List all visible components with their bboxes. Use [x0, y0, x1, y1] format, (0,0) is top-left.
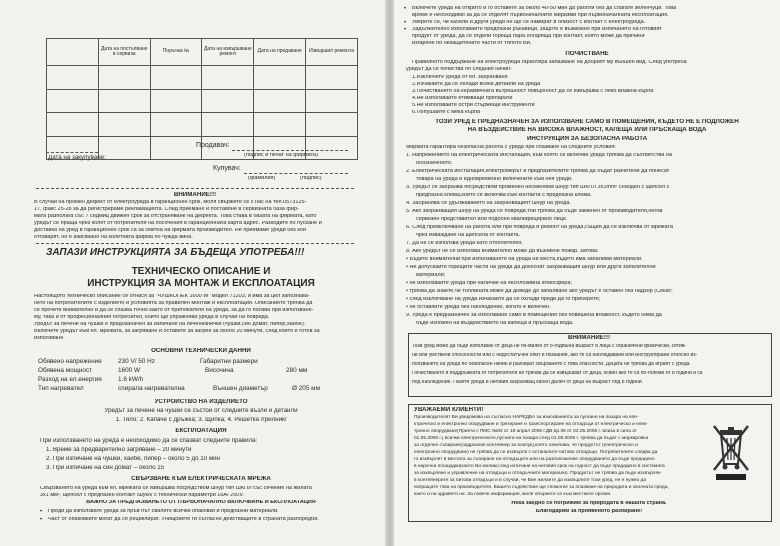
- cleaning-line: 5.Не използвайте остри стържещи инструменти: [412, 103, 535, 108]
- cleaning-line: 2.Изчакайте да се охлади всеки детайли на уреда: [412, 82, 541, 87]
- spec-label: Обявена мощност: [38, 367, 93, 374]
- intro-line: Включете уредът към ел. мрежата, за загряване и оставете за загрее за около 20 минути, след които е готов за: [34, 329, 320, 334]
- spec-value: 1600 W: [118, 367, 141, 374]
- keep-instruction-note: ЗАПАЗИ ИНСТРУКЦИЯТА ЗА БЪДЕЩА УПОТРЕБА!!!: [46, 248, 305, 258]
- dear-clients-line: в нарочна площадки(които Ви молим,след изтичане на неговия срок на годност да бъде предадено в системата: [414, 464, 665, 469]
- safety-line: 8. Ако уредът не се използва внимателно може да възникне пожар, затова:: [406, 249, 599, 254]
- main-title: ТЕХНИЧЕСКО ОПИСАНИЕ И: [131, 267, 271, 277]
- attention-line: ползването на уреда по безопасен начин и разбират свързаните с това опасности. Децата не трябва да играят с уреда.: [412, 362, 691, 367]
- safety-line: товара на уреда и едновременно включените към нея уреди.: [416, 177, 573, 182]
- intro-line: Настоящото техническо описание се отнася за "ЧУШКОПЕК 1600 W" модел 71203, и има за цел запознава-: [34, 294, 310, 299]
- safety-line: сервизен представител или подобно квалифицирано лице.: [416, 217, 568, 222]
- cut-line: [36, 243, 354, 244]
- table-header-blank: [47, 39, 99, 66]
- table-header: Извършил ремонта: [306, 39, 358, 66]
- safety-line: предпазна клема,който се включва към контакта с предпазна клема.: [416, 193, 592, 198]
- safety-line: 9. Уреда е предназначен за използване само в помещения без повишена влажност, където няма да: [406, 313, 662, 318]
- safety-line: • след изключване на уреда изчакайте да се охлади преди да го приберете;: [406, 297, 601, 302]
- intro-line: му, така и от професионалния потребител, който ще упражнява уреда в случай на повреда.: [34, 315, 270, 320]
- device-line: Уредът за печене на чушки се състои от следните възли и детайли: [104, 408, 298, 414]
- safety-line: • трябва да знаете,че топлината може да доведе до запалване ако уредът е оставен без надзор (Секат;: [406, 289, 673, 294]
- safety-line: материали;: [416, 273, 446, 278]
- safety-line: чрез изваждане на щепсела от контакта.: [416, 233, 521, 238]
- safety-line: 7. Да не се използва уреда като отоплителен.: [406, 241, 523, 246]
- attention-line: ни или умствени способности или с недостатъчен опит и познания, ако те са наблюдавани или инструктирани относно из-: [412, 353, 698, 358]
- safety-line: 2. Електрическата инсталация,електромерът и предпазителите трябва да бъдат разчетени да понесат: [406, 169, 670, 174]
- attention-line: доставка на уред в гаранционен срок са за сметка на фирмата производител. Не приемаме уреди без кои: [34, 228, 306, 233]
- spec-label: Разход на ел.енергия: [38, 376, 102, 383]
- dear-clients-line: 01.05.2006 г.) всички електрическите,пуснати на пазара след 01.08.2006 г. трябва да бъдат с маркировка: [414, 436, 649, 441]
- left-page: [0, 0, 386, 546]
- table-header: Дата на извършване ремонт: [202, 39, 254, 66]
- seller-sign-label: (подпис и печат на фирмата): [244, 153, 318, 158]
- safety-line: обозначеното.: [416, 161, 453, 166]
- buyer-name-label: (фамилия): [248, 176, 276, 181]
- bottom-bullet: Преди да използвате уреда за пръв път свалете всички опаковки и предпазни материали.: [48, 509, 279, 514]
- spec-value: Ø 205 мм: [292, 385, 320, 392]
- top-bullet: продукт от уреда, да се отдели гореща пара обгаряща при контакт, която може да причини: [412, 34, 645, 39]
- table-header: Дата на предаване: [254, 39, 306, 66]
- bullet-icon: •: [40, 517, 43, 523]
- operation-title: ЕКСПЛОАТАЦИЯ: [175, 428, 227, 434]
- crossed-bin-icon: [710, 424, 752, 482]
- spec-value: спирала нагревателна: [118, 385, 185, 392]
- cut-line: [36, 188, 354, 189]
- cleaning-line: 1.Изключете уреда от ел. захранване: [412, 75, 508, 80]
- right-page: [394, 0, 780, 546]
- attention-line: Този уред може да бъде използван от деца не по-малко от 8-годишна възраст и лица с ограничени физически, сетив-: [412, 344, 687, 349]
- spec-value: 1.6 kW/h: [118, 376, 144, 383]
- date-bought-label: Дата на закупуване:: [48, 155, 106, 161]
- dear-clients-line: за отделно събиране(задраскан контейнер за боклук),която означава, че продуктът (електрическо и: [414, 443, 638, 448]
- device-title: УСТРОЙСТВО НА ИЗДЕЛИЕТО: [154, 399, 248, 405]
- safety-line: бъде изложен на въздействието на капеща и пръскаща вода.: [416, 321, 574, 326]
- dear-clients-line: за изхвърляне и управление на отпадъци и отпадъчните материали). Продуктът не трябва да бъде изхвърлян: [414, 471, 661, 476]
- safety-line: • не използвайте уреда при наличие на експлозивна атмосфера;: [406, 281, 572, 286]
- top-bullet: изгаряне по незащитените части от тялото Ви.: [412, 41, 532, 46]
- spec-value: 230 V/ 50 Hz: [118, 358, 155, 365]
- operation-line: 1. Време за предварително загряване – 20 минути: [46, 447, 192, 453]
- safety-intro: Фирмата гарантира безопасна работа с уреда при спазване на следните условия:: [406, 145, 616, 150]
- dear-clients-line: Производителят Ви уведомява на съгласно НАРЕДБА за изискванията за пускане на пазара на еле-: [414, 415, 639, 420]
- operation-line: 3. При изпичане на син домат – около 15: [46, 465, 165, 471]
- buyer-sign-label: (подпис): [300, 176, 322, 181]
- safety-line: 4. Забранява се удължаването на захранващият шнур на уреда.: [406, 201, 571, 206]
- top-bullet: Включете уреда на открито и го оставете за около 40-50 мин да работи без да слагате зеленчуци. Това: [412, 6, 677, 11]
- dear-clients-line: тронно оборудване(Приета с ПМС №82 от 19 април 2006 г.ДВ,бр.36 от 02.05.2006 г. влиза в сила от: [414, 429, 637, 434]
- connection-line: ВАЖНО ЗА ПРЕДПАЗВАНЕТО ОТ ПЪРВОНАЧАЛНО ВКЛЮЧВАНЕ И ЕКСПЛОАТАЦИЯ: [86, 500, 316, 505]
- buyer-label: Купувач:: [213, 165, 241, 172]
- buyer-line: [244, 173, 348, 174]
- attention-line: отговарят, но е изисквано на колетната фирма по чужда вина.: [34, 235, 193, 240]
- spec-label: Височина: [205, 367, 234, 374]
- operation-line: 2. При изпичане на чушки, хайбе, пипер – около 5 до 10 мин: [46, 456, 220, 462]
- specs-title: ОСНОВНИ ТЕХНИЧЕСКИ ДАННИ: [151, 348, 251, 354]
- cleaning-title: ПОЧИСТВАНЕ: [565, 51, 609, 57]
- safety-line: • Бъдете внимателни при използването на уреда на места,където има запалими материали.: [406, 257, 643, 262]
- attention-line: мата разполага със 7 седмиц движен срок за отстраняване на дефекта. Това става в базата на фирмата, като: [34, 214, 317, 219]
- table-header: Дата на постъпване в сервиза: [98, 39, 150, 66]
- table-header: Поръчка №: [150, 39, 202, 66]
- warning-title: НА ВЪЗДЕЙСТВИЕ НА ВИСОКА ВЛАЖНОСТ, КАПЕЩА ИЛИ ПРЪСКАЩА ВОДА: [467, 127, 707, 133]
- attention-line: 17, факс 25-28 за да регистрираме рекламацията. След приемане и поставяне в сервизната база фир-: [34, 207, 299, 212]
- dear-clients-title: УВАЖАЕМИ КЛИЕНТИ!: [414, 407, 484, 413]
- safety-line: • не оставяйте уреда без наблюдение, когато е включен.: [406, 305, 551, 310]
- safety-line: 3. Уредът се захранва посредством променен несменяем шнур тип ШКПЛ 3х1mm² снабден с щепсел с: [406, 185, 670, 190]
- cleaning-line: Правилното поддържане на електроуреда гарантира запазване на добрият му външен вид. След употреба: [412, 60, 687, 65]
- intro-line: се прочете внимателно и да се спазва точно както от притежателя на уреда, за да го ползва при използване-: [34, 308, 314, 313]
- safety-line: 5. Ако захранващия шнур на уреда се повреди,той трябва да бъде заменен от производителя,негов: [406, 209, 663, 214]
- dear-clients-line: както и на здравето ни. За повече информация, моля обърнете се към местните органи.: [414, 492, 612, 497]
- spec-label: Външен диаметър: [213, 385, 268, 392]
- top-bullet: Задължително използвайте предпазни ръкавици, защото е възможно при изпичането на готовият: [412, 27, 662, 32]
- attention-line: Почистването и поддръжката от потребителя не трябва да се извършват от деца, освен ако те са по-големи от 8 години и са: [412, 371, 703, 376]
- intro-line: използване.: [34, 336, 65, 341]
- bullet-icon: •: [404, 6, 407, 12]
- cleaning-line: 4.Не използвайте етимващи препарати: [412, 96, 513, 101]
- bottom-bullet: Част от опаковките могат да се рециклират. Унищожете ги съгласно действащите в страната разпоредби.: [48, 517, 319, 522]
- attention-line: уредът се праща чрез колет от потребителя на посочения в гаранционната карта адрес. Разходите по пускане и: [34, 221, 322, 226]
- dear-clients-line: в контейнерите за битови отпадъци и в случай, че Вие желаете да изхвърлите този уред, не е нужно да: [414, 478, 647, 483]
- bullet-icon: •: [40, 509, 43, 515]
- bullet-icon: •: [404, 27, 407, 33]
- cleaning-line: 3.Почистването на керамичната вътрешност повърхност да се извършва с леко влажна кърпа: [412, 89, 654, 94]
- attention-line: под наблюдение. Пазете уреда и неговия захранващ кабел далеч от деца на възраст под 8 години.: [412, 380, 643, 385]
- top-bullet: време е необходимо за да се отделят първоначалните миризми при първоначалната експлоатация.: [412, 13, 669, 18]
- intro-line: нето на потребителите с изделието и условията за правилен монтаж и експлоатация. Описанието трябва да: [34, 301, 313, 306]
- dear-clients-closing: Нека заедно се погрижим за природата в нашата страна.: [511, 501, 667, 506]
- connection-line: Свързването на уреда към ел. мрежата се извършва посредством шнур тип ШКПЛ със сечение на жилата: [40, 486, 312, 491]
- spec-label: Габаритни размери: [200, 358, 258, 365]
- dear-clients-line: ктрическо и електронно оборудване и третиране и транспортиране на отпадъци от електрическо и елек-: [414, 422, 648, 427]
- main-subtitle: ИНСТРУКЦИЯ ЗА МОНТАЖ И ЕКСПЛОАТАЦИЯ: [87, 279, 315, 289]
- operation-line: При използването на уреда е необходимо да се спазват следните правила:: [40, 438, 258, 444]
- attention-title: ВНИМАНИЕ!!!: [567, 335, 611, 341]
- dear-clients-thanks: Благодарим за проявеното разбиране!: [535, 509, 643, 514]
- cleaning-line: уредът да се почиства по следния начин:: [406, 67, 512, 72]
- intro-line: Уредът за печене на чушки е предназначен за изпичане на печенизнички (чушки,син домат, пипер,хайбе).: [34, 322, 306, 327]
- cleaning-line: 6.Попушайте с мека кърпа: [412, 110, 481, 115]
- safety-line: 1. Напрежението на електрическата инсталация, към която се включва уреда трябва да съответства на: [406, 153, 672, 158]
- spec-label: Тип нагревател: [38, 385, 84, 392]
- dear-clients-line: изпращате това на произвoдителя. Вашето съдействие ще спомогне за опазване на природата и околната среда,: [414, 485, 669, 490]
- device-line: 1. Тяло; 2. Капачe с дръжка; 3. Щипка; 4. Решетка /грилник/: [115, 417, 287, 423]
- safety-line: 6. След превключване на работа или при повреда и ремонт на уреда,същия да се изключва от мрежата: [406, 225, 673, 230]
- warning-title: ТОЗИ УРЕД Е ПРЕДНАЗНАЧЕН ЗА ИЗПОЛЗВАНЕ САМО В ПОМЕЩЕНИЯ, КЪДЕТО НЕ Е ПОДЛОЖЕН: [435, 119, 739, 125]
- spec-label: Обявено напрежение: [38, 358, 102, 365]
- dear-clients-line: го изхвърлят в местата за събиране на отпадъците,или на разположение оборудването да бъде предадено: [414, 457, 655, 462]
- safety-line: • Не допускайте горещите части на уреда да докоснат захранващия шнур или други запалителни: [406, 265, 656, 270]
- attention-line: В случай на промен дефект от електроуреда в гаранционен срок, моля свържете се с нас на тел.0573125-: [34, 200, 307, 205]
- safety-title: ИНСТРУКЦИЯ ЗА БЕЗОПАСНА РАБОТА: [526, 136, 648, 142]
- spec-value: 280 мм: [286, 367, 308, 374]
- seller-line: [232, 150, 348, 151]
- connection-line: 3x1 мм², щепсел с предпазен контакт /шуко/ с технически параметри 16А/ 250V.: [40, 493, 245, 498]
- bullet-icon: •: [404, 20, 407, 26]
- dear-clients-line: електронно оборудване) не трябва да се изхвърля с останалите битови отпадъци. Потребителите следва да: [414, 450, 658, 455]
- seller-label: Продавач:: [196, 142, 230, 149]
- top-bullet: Уверете се, че кабели и други уреди не ще се намират в близост с контакт с електроуреда.: [412, 20, 646, 25]
- connection-title: СВЪРЗВАНЕ КЪМ ЕЛЕКТРИЧЕСКАТА МРЕЖА: [131, 476, 271, 482]
- date-line: [46, 152, 98, 153]
- attention-title: ВНИМАНИЕ!!!: [173, 192, 217, 198]
